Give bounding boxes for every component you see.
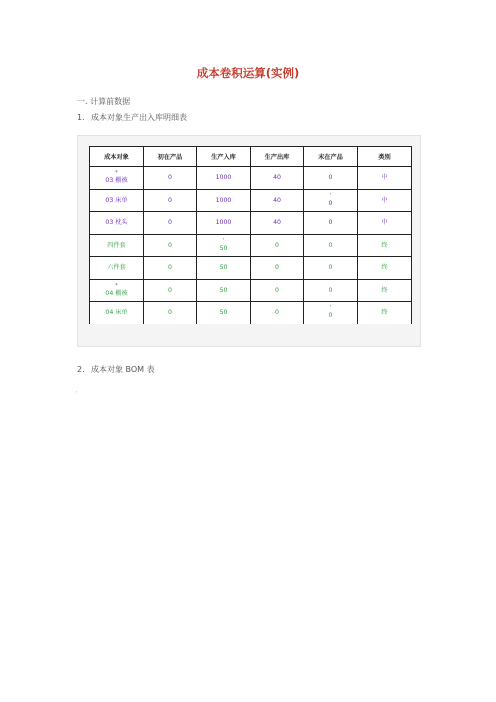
table-cell — [90, 189, 144, 212]
table-cell — [90, 212, 144, 235]
table-cell — [90, 279, 144, 302]
table-cell — [251, 279, 304, 302]
cell-text: 40 — [273, 219, 281, 227]
cell-text: 40 — [273, 196, 281, 204]
cell-text: 1000 — [215, 219, 232, 227]
table-cell — [90, 302, 144, 324]
cell-text: 0 — [328, 286, 333, 294]
table-header-row — [90, 147, 412, 167]
table-cell — [197, 167, 251, 190]
table-cell — [144, 189, 197, 212]
table-header-cell: 类别 — [358, 147, 412, 167]
cell-text: 0 — [328, 312, 333, 320]
table-header-cell: 初在产品 — [144, 147, 197, 167]
table-cell — [197, 212, 251, 235]
subsection-io-detail — [77, 112, 187, 123]
table-header-cell: 末在产品 — [304, 147, 358, 167]
cell-text: 四件套 — [107, 241, 126, 249]
table-cell — [358, 167, 412, 190]
table-row — [90, 279, 412, 302]
table-cell — [251, 189, 304, 212]
cell-text: 终 — [381, 309, 388, 317]
cell-text: 1000 — [215, 196, 232, 204]
table-cell — [304, 167, 358, 190]
cell-text: 0 — [168, 219, 172, 227]
table-cell — [358, 279, 412, 302]
table-cell — [358, 302, 412, 324]
table-cell — [197, 279, 251, 302]
subsection-label: 成本对象 BOM 表 — [91, 365, 155, 374]
section-heading-pre-calc-data: 一. 计算前数据 — [77, 97, 131, 106]
cell-text: 0 — [328, 241, 333, 249]
subsection-label: 成本对象生产出入库明细表 — [91, 113, 187, 122]
table-cell — [90, 257, 144, 280]
cell-text: 0 — [168, 309, 172, 317]
table-cell — [358, 212, 412, 235]
table-row — [90, 234, 412, 257]
subsection-number: 1. — [77, 113, 85, 122]
table-row — [90, 167, 412, 190]
cell-text: 03 床单 — [105, 196, 128, 204]
table-cell — [144, 302, 197, 324]
table-header-cell: 生产出库 — [251, 147, 304, 167]
cell-text: 50 — [219, 264, 228, 272]
table-cell — [144, 212, 197, 235]
table-cell — [251, 212, 304, 235]
cell-text: 50 — [219, 244, 228, 252]
cell-text: 中 — [381, 219, 388, 227]
table-body — [90, 167, 412, 324]
table-cell — [144, 234, 197, 257]
table-cell — [251, 234, 304, 257]
table-cell — [251, 257, 304, 280]
table-cell — [90, 234, 144, 257]
table-cell — [304, 257, 358, 280]
cell-text: 0 — [328, 219, 333, 227]
table-cell — [251, 302, 304, 324]
table-cell — [304, 302, 358, 324]
cell-text: 03 枕头 — [105, 219, 128, 227]
cell-text: 50 — [219, 309, 228, 317]
table-cell — [197, 302, 251, 324]
table-header-cell: 生产入库 — [197, 147, 251, 167]
table-cell — [251, 167, 304, 190]
cell-mark: ' — [329, 192, 332, 199]
cell-text: 中 — [381, 196, 388, 204]
table-cell — [197, 234, 251, 257]
cell-text: 0 — [275, 264, 279, 272]
table-cell — [358, 234, 412, 257]
table-cell — [144, 167, 197, 190]
cell-text: 六件套 — [107, 264, 126, 272]
cell-mark: ' — [222, 237, 225, 244]
page-title: 成本卷积运算(实例) — [196, 66, 300, 80]
table-row — [90, 257, 412, 280]
cell-text: 0 — [168, 196, 172, 204]
cell-text: 40 — [273, 174, 281, 182]
cell-text: 0 — [168, 286, 172, 294]
cell-text: 0 — [275, 241, 279, 249]
cell-mark: * — [115, 282, 118, 289]
table-cell — [90, 167, 144, 190]
table-cell — [197, 189, 251, 212]
table-row — [90, 212, 412, 235]
cell-text: 0 — [275, 309, 279, 317]
subsection-number: 2. — [77, 365, 85, 374]
stray-mark: ' — [76, 391, 78, 397]
cell-text: 04 棚被 — [105, 289, 128, 297]
cell-text: 中 — [381, 174, 388, 182]
cell-text: 0 — [168, 174, 172, 182]
cell-text: 0 — [328, 199, 333, 207]
cell-text: 50 — [219, 286, 228, 294]
cell-text: 04 床单 — [105, 309, 128, 317]
cell-text: 0 — [328, 174, 333, 182]
table-cell — [358, 257, 412, 280]
subsection-bom — [77, 364, 155, 375]
cell-text: 03 棚被 — [105, 177, 128, 185]
table-cell — [304, 189, 358, 212]
table-cell — [304, 279, 358, 302]
table-cell — [144, 257, 197, 280]
table-cell — [304, 234, 358, 257]
cell-text: 终 — [381, 241, 388, 249]
table-image-panel — [77, 135, 421, 347]
io-detail-table — [89, 146, 412, 324]
cell-text: 终 — [381, 264, 388, 272]
cell-text: 0 — [275, 286, 279, 294]
cell-text: 0 — [168, 241, 172, 249]
table-row — [90, 189, 412, 212]
cell-text: 0 — [168, 264, 172, 272]
table-header-cell: 成本对象 — [90, 147, 144, 167]
cell-mark: ' — [329, 305, 332, 312]
table-cell — [304, 212, 358, 235]
table-cell — [197, 257, 251, 280]
table-cell — [144, 279, 197, 302]
cell-text: 终 — [381, 286, 388, 294]
cell-text: 0 — [328, 264, 333, 272]
cell-mark: * — [115, 170, 118, 177]
table-row — [90, 302, 412, 324]
cell-text: 1000 — [215, 174, 232, 182]
table-cell — [358, 189, 412, 212]
